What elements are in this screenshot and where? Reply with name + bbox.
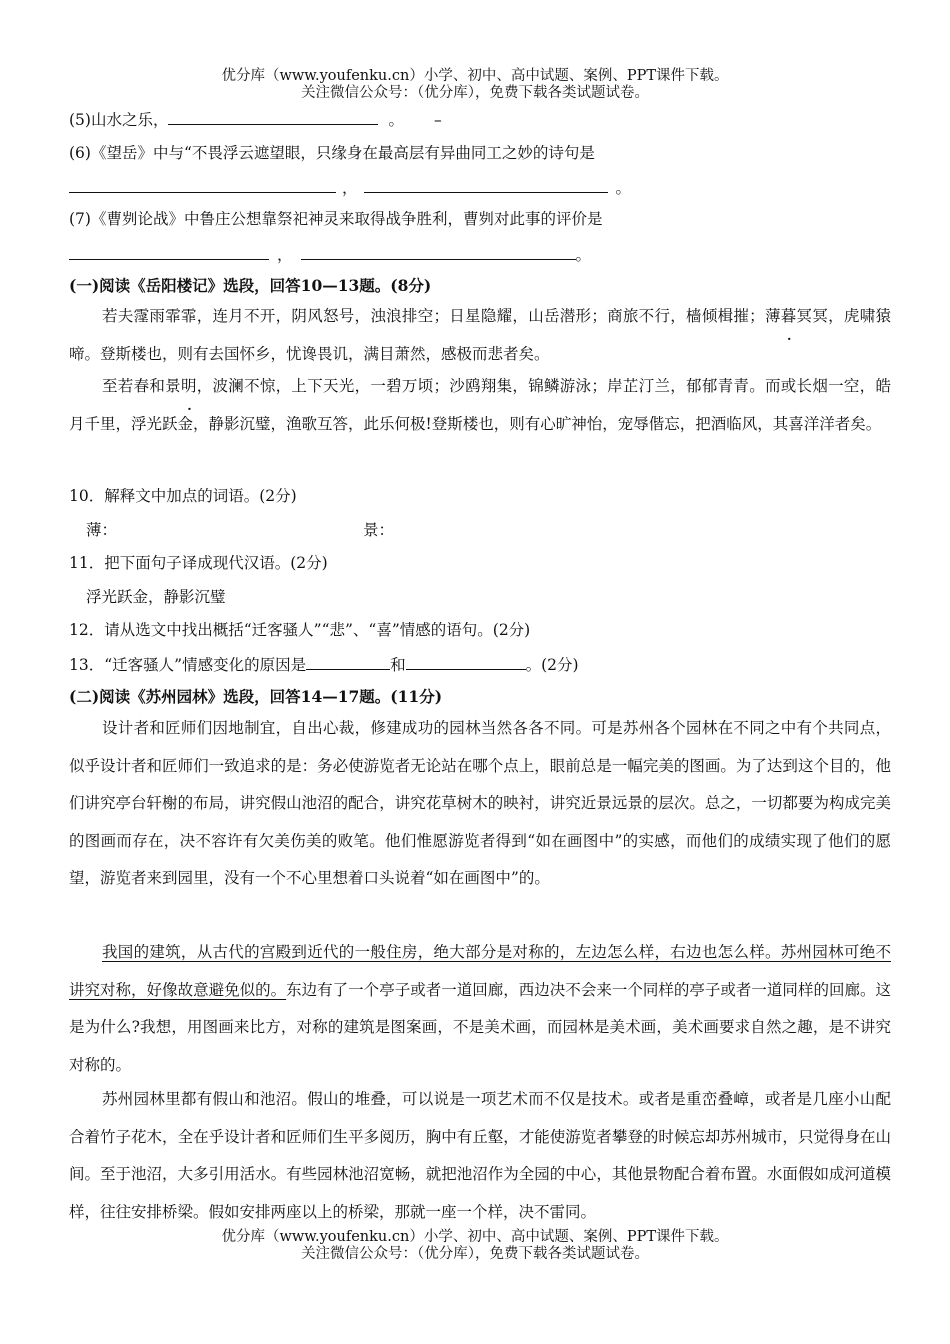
question-13: 13．“迁客骚人”情感变化的原因是 和 。(2分)	[69, 653, 579, 675]
question-7-blanks: ， 。	[69, 243, 591, 265]
section-2-paragraph-1: 设计者和匠师们因地制宜，自出心裁，修建成功的园林当然各各不同。可是苏州各个园林在不同之中有个共同点，似乎设计者和匠师们一致追求的是：务必使游览者无论站在哪个点上，眼前总是一幅完美的图画。为了达到这个目的，他们讲究亭台轩榭的布局，讲究假山池沼的配合，讲究花草树木的映衬，讲究近景远景的层次。总之，一切都要为构成完美的图画而存在，决不容许有欠美伤美的败笔。他们惟愿游览者得到“如在画图中”的实感，而他们的成绩实现了他们的愿望，游览者来到园里，没有一个不心里想着口头说着“如在画图中”的。	[69, 719, 891, 887]
q7-answer-blank-1[interactable]	[69, 243, 269, 260]
dotted-word-jing: 景	[165, 377, 181, 395]
question-6: (6)《望岳》中与“不畏浮云遮望眼，只缘身在最高层有异曲同工之妙的诗句是	[69, 144, 595, 162]
q11-sentence: 浮光跃金，静影沉璧	[86, 588, 226, 606]
section-1-paragraph-2: 至若春和景明，波澜不惊，上下天光，一碧万顷；沙鸥翔集，锦鳞游泳；岸芷汀兰，郁郁青青。而或长烟一空，皓月千里，浮光跃金，静影沉璧，渔歌互答，此乐何极!登斯楼也，则有心旷神怡，宠辱偕忘，把酒临风，其喜洋洋者矣。	[69, 377, 891, 433]
page-footer	[0, 1229, 950, 1263]
section-2-heading: (二)阅读《苏州园林》选段，回答14—17题。(11分)	[69, 687, 443, 706]
q10-word-bo: 薄：	[86, 521, 118, 539]
header-line-1: 优分库（www.youfenku.cn）小学、初中、高中试题、案例、PPT课件下载。	[221, 68, 729, 84]
q6-answer-blank-1[interactable]	[69, 176, 336, 193]
question-5: (5)山水之乐， 。 –	[69, 108, 442, 130]
question-11: 11．把下面句子译成现代汉语。(2分)	[69, 554, 328, 572]
question-12: 12．请从选文中找出概括“迁客骚人”“悲”、“喜”情感的语句。(2分)	[69, 621, 531, 639]
q6-answer-blank-2[interactable]	[364, 176, 608, 193]
question-6-blanks: ， 。	[69, 176, 631, 198]
section-1-heading: (一)阅读《岳阳楼记》选段，回答10—13题。(8分)	[69, 276, 432, 295]
footer-line-2: 关注微信公众号：（优分库），免费下载各类试题试卷。	[301, 1246, 649, 1262]
footer-line-1: 优分库（www.youfenku.cn）小学、初中、高中试题、案例、PPT课件下载。	[221, 1229, 729, 1245]
q10-word-jing: 景：	[363, 521, 395, 539]
q5-answer-blank[interactable]	[168, 108, 378, 125]
page-header	[0, 68, 950, 102]
question-7: (7)《曹刿论战》中鲁庄公想靠祭祀神灵来取得战争胜利，曹刿对此事的评价是	[69, 210, 603, 228]
header-line-2: 关注微信公众号：（优分库），免费下载各类试题试卷。	[301, 85, 649, 101]
q7-answer-blank-2[interactable]	[301, 243, 576, 260]
section-1-paragraph-1: 若夫霪雨霏霏，连月不开，阴风怒号，浊浪排空；日星隐耀，山岳潜形；商旅不行，樯倾楫摧；薄暮冥冥，虎啸猿啼。登斯楼也，则有去国怀乡，忧谗畏讥，满目萧然，感极而悲者矣。	[69, 307, 891, 363]
section-2-paragraph-2: 我国的建筑，从古代的宫殿到近代的一般住房，绝大部分是对称的，左边怎么样，右边也怎么样。苏州园林可绝不讲究对称，好像故意避免似的。东边有了一个亭子或者一道回廊，西边决不会来一个同样的亭子或者一道同样的回廊。这是为什么?我想，用图画来比方，对称的建筑是图案画，不是美术画，而园林是美术画，美术画要求自然之趣，是不讲究对称的。	[69, 943, 891, 1074]
q13-answer-blank-1[interactable]	[306, 653, 390, 670]
dotted-word-bo: 薄	[764, 307, 781, 325]
underlined-sentence: 我国的建筑，从古代的宫殿到近代的一般住房，绝大部分是对称的，左边怎么样，右边也怎么样。苏州园林可绝不讲究对称，好像故意避免似的。	[69, 943, 891, 999]
q13-answer-blank-2[interactable]	[406, 653, 526, 670]
section-2-paragraph-3: 苏州园林里都有假山和池沼。假山的堆叠，可以说是一项艺术而不仅是技术。或者是重峦叠嶂，或者是几座小山配合着竹子花木，全在乎设计者和匠师们生平多阅历，胸中有丘壑，才能使游览者攀登的时候忘却苏州城市，只觉得身在山间。至于池沼，大多引用活水。有些园林池沼宽畅，就把池沼作为全园的中心，其他景物配合着布置。水面假如成河道模样，往往安排桥梁。假如安排两座以上的桥梁，那就一座一个样，决不雷同。	[69, 1090, 891, 1221]
question-10: 10．解释文中加点的词语。(2分)	[69, 487, 297, 505]
